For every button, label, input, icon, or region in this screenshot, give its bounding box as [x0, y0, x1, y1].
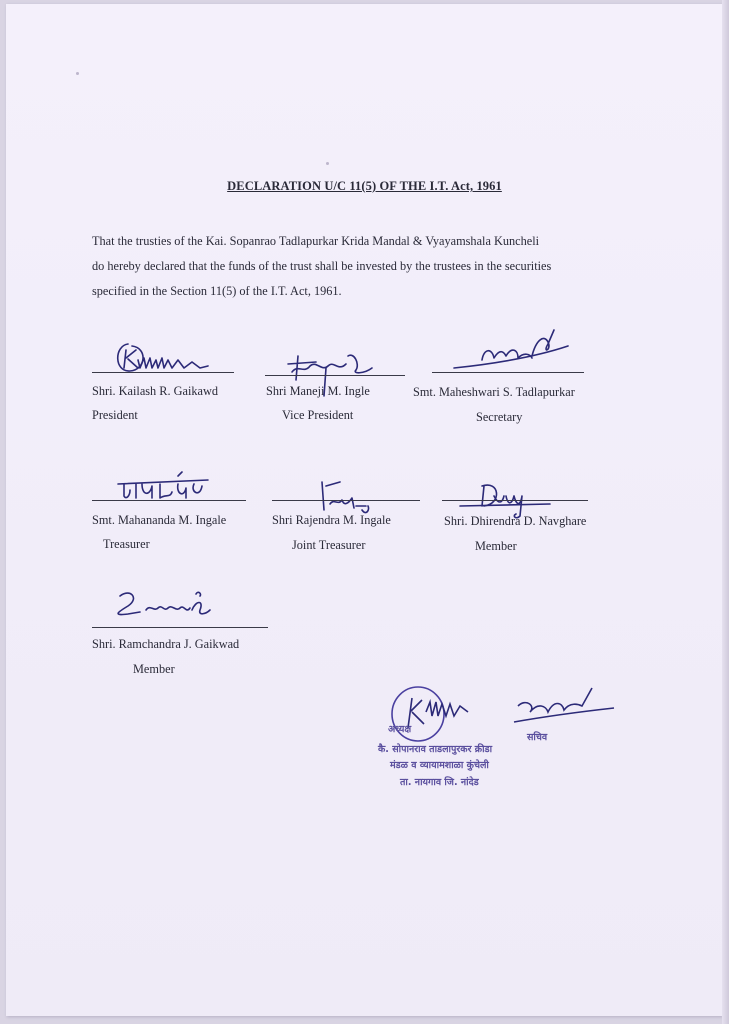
stamp-line: कै. सोपानराव ताडलापुरकर क्रीडा	[378, 744, 493, 755]
signature-joint-treasurer	[300, 476, 380, 516]
signatory-name: Shri Maneji M. Ingle	[266, 384, 370, 398]
signatory-role: Vice President	[282, 408, 354, 422]
signatory-name: Shri. Ramchandra J. Gaikwad	[92, 637, 240, 651]
signature-member-2	[100, 586, 230, 626]
signature-line	[92, 500, 246, 501]
paragraph-line: That the trusties of the Kai. Sopanrao Tadlapurkar Krida Mandal & Vyayamshala Kuncheli	[92, 234, 540, 248]
stamp-line: सचिव	[527, 732, 548, 743]
declaration-paragraph	[92, 229, 662, 304]
signatory-name: Shri. Kailash R. Gaikawd	[92, 384, 219, 398]
signature-line	[92, 627, 268, 628]
signature-secretary	[452, 322, 582, 378]
paragraph-line: specified in the Section 11(5) of the I.T. Act, 1961.	[92, 284, 342, 298]
signatory-role: Joint Treasurer	[292, 538, 366, 552]
paragraph-line: do hereby declared that the funds of the trust shall be invested by the trustees in the securities	[92, 259, 552, 273]
scan-speck	[326, 162, 329, 165]
document-title: DECLARATION U/C 11(5) OF THE I.T. Act, 1961	[227, 179, 502, 193]
signature-line	[442, 500, 588, 501]
signature-line	[432, 372, 584, 373]
signatory-role: Treasurer	[103, 537, 150, 551]
signatory-role: Member	[133, 662, 175, 676]
signature-line	[265, 375, 405, 376]
signatory-name: Shri. Dhirendra D. Navghare	[444, 514, 587, 528]
stamp-line: ता. नायगाव जि. नांदेड	[400, 777, 479, 788]
signatory-role: President	[92, 408, 138, 422]
signatory-name: Smt. Maheshwari S. Tadlapurkar	[413, 385, 575, 399]
stamp-line: मंडळ व व्यायामशाळा कुंचेली	[390, 760, 489, 771]
page-edge	[722, 0, 729, 1024]
signatory-name: Shri Rajendra M. Ingale	[272, 513, 391, 527]
signature-line	[272, 500, 420, 501]
signature-line	[92, 372, 234, 373]
signatory-name: Smt. Mahananda M. Ingale	[92, 513, 227, 527]
scan-speck	[76, 72, 79, 75]
stamp-line: अध्यक्ष	[388, 724, 412, 735]
signatory-role: Member	[475, 539, 517, 553]
signatory-role: Secretary	[476, 410, 523, 424]
